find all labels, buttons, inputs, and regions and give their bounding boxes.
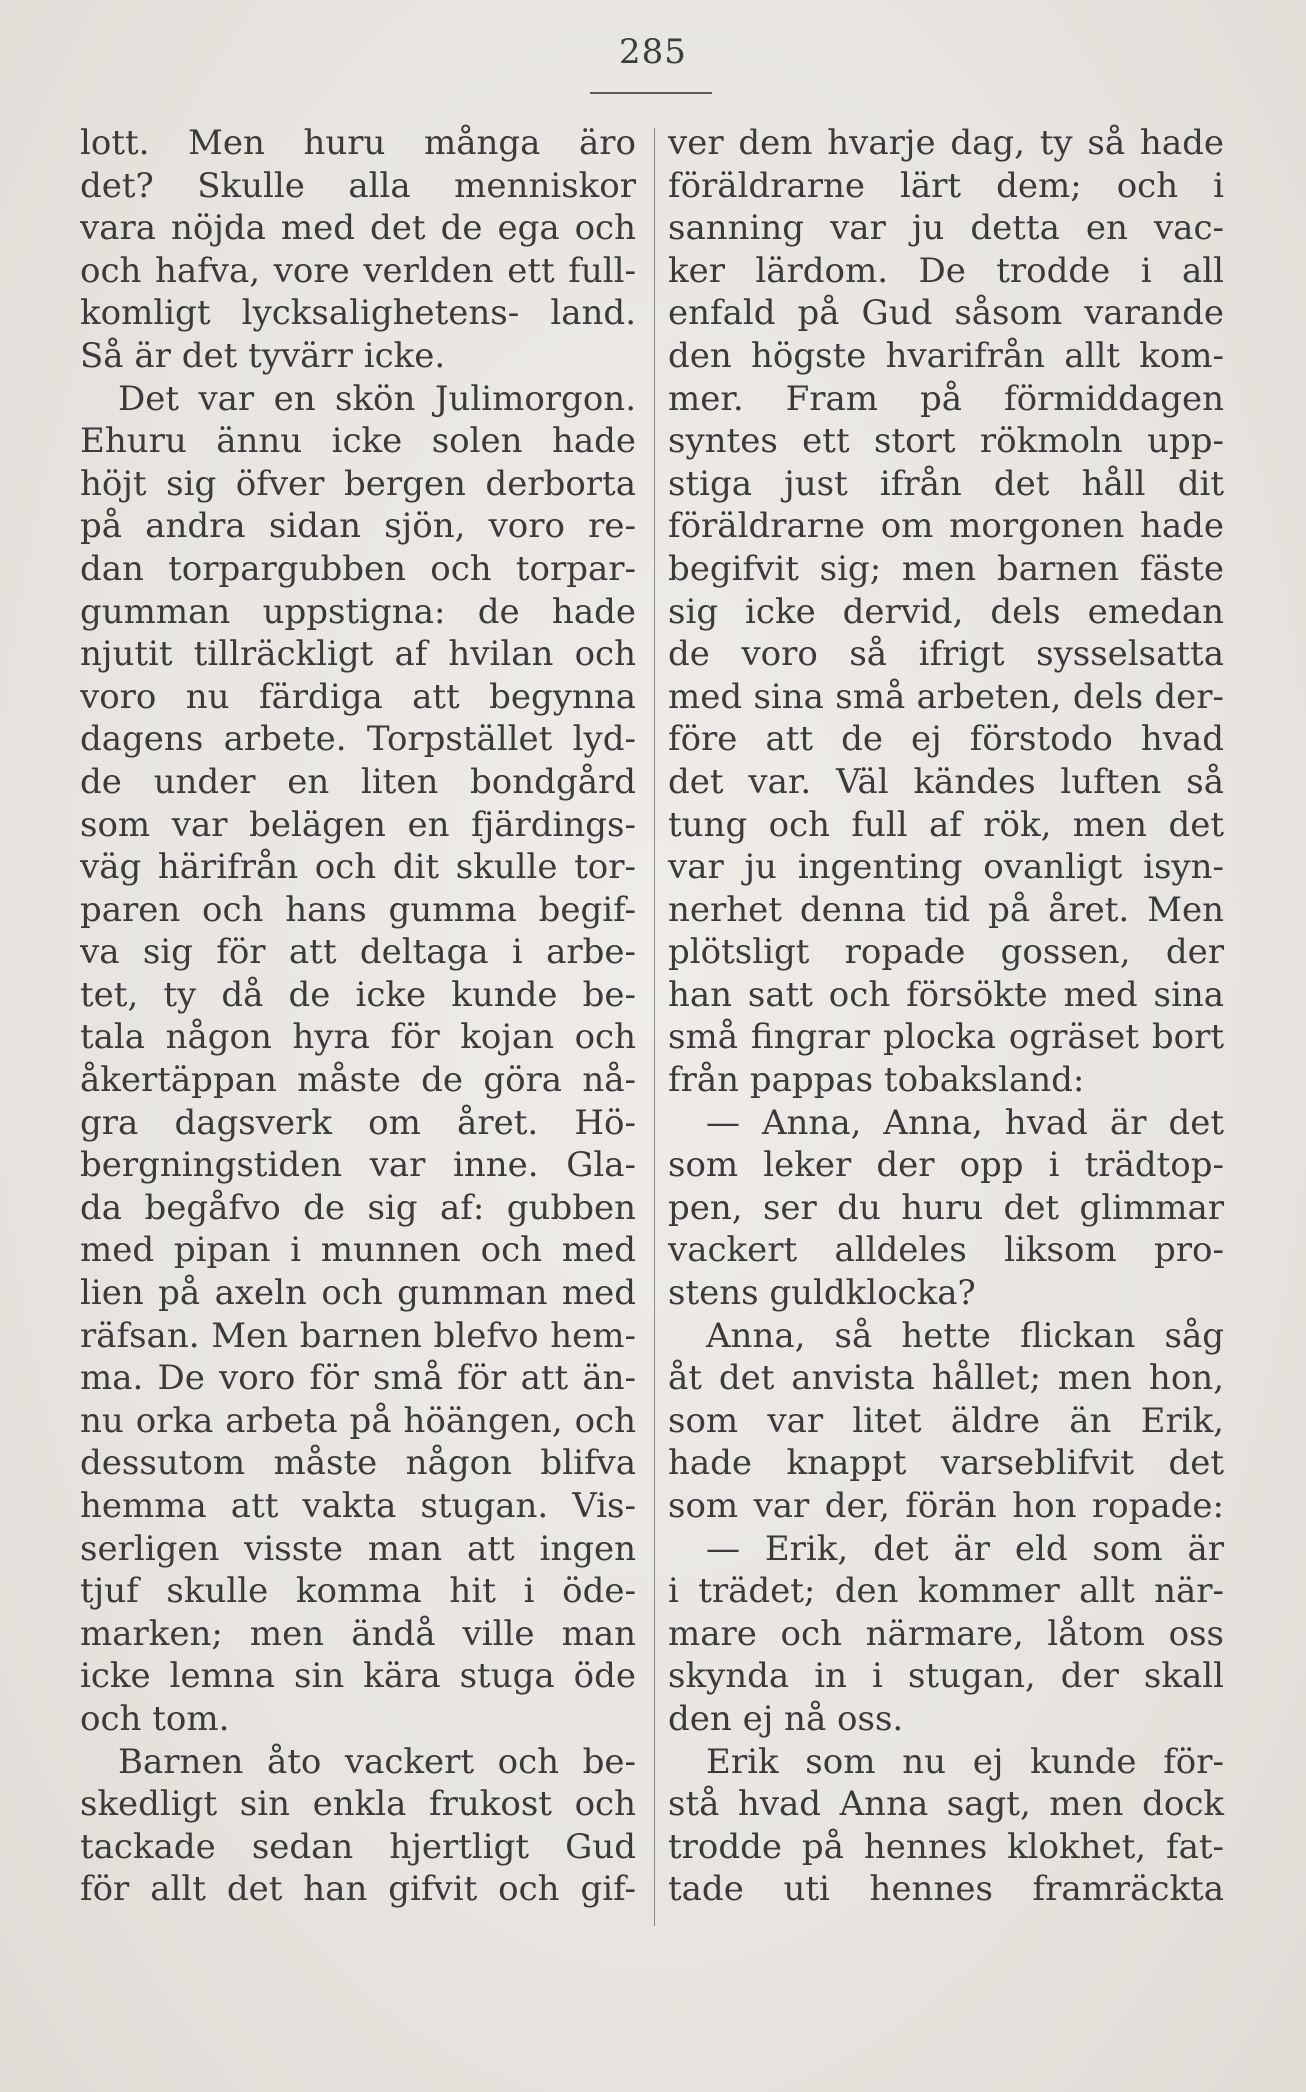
text-line: före att de ej förstodo hvad bbox=[668, 719, 1224, 760]
text-line: stå hvad Anna sagt, men dock bbox=[668, 1784, 1224, 1825]
text-line: ver dem hvarje dag, ty så hade bbox=[668, 123, 1224, 163]
text-line: i trädet; den kommer allt när- bbox=[668, 1571, 1224, 1612]
text-line: Erik som nu ej kunde för- bbox=[706, 1741, 1224, 1782]
text-line: de under en liten bondgård bbox=[80, 761, 636, 802]
header-rule bbox=[590, 92, 712, 94]
text-line: väg härifrån och dit skulle tor- bbox=[80, 847, 636, 888]
text-line: mer. Fram på förmiddagen bbox=[668, 378, 1224, 419]
text-line: tjuf skulle komma hit i öde- bbox=[80, 1571, 636, 1612]
text-line: Ehuru ännu icke solen hade bbox=[80, 421, 636, 462]
text-line: hemma att vakta stugan. Vis- bbox=[80, 1486, 636, 1526]
text-line: gra dagsverk om året. Hö- bbox=[80, 1102, 636, 1143]
text-line: lien på axeln och gumman med bbox=[80, 1273, 636, 1314]
text-line: serligen visste man att ingen bbox=[80, 1528, 636, 1569]
text-line: Så är det tyvärr icke. bbox=[80, 335, 446, 376]
text-line: föräldrarne om morgonen hade bbox=[668, 506, 1224, 547]
text-line: den högste hvarifrån allt kom- bbox=[668, 335, 1224, 376]
text-line: ker lärdom. De trodde i all bbox=[668, 250, 1224, 291]
text-line: komligt lycksalighetens- land. bbox=[80, 293, 636, 334]
text-line: mare och närmare, låtom oss bbox=[668, 1613, 1224, 1654]
text-line: stiga just ifrån det håll dit bbox=[668, 463, 1224, 504]
page-number: 285 bbox=[619, 32, 687, 72]
text-line: nerhet denna tid på året. Men bbox=[668, 889, 1224, 930]
column-divider bbox=[654, 128, 655, 1926]
text-line: det var. Väl kändes luften så bbox=[668, 761, 1224, 802]
text-line: marken; men ändå ville man bbox=[80, 1613, 636, 1654]
text-line: da begåfvo de sig af: gubben bbox=[80, 1187, 636, 1228]
text-line: sig icke dervid, dels emedan bbox=[668, 591, 1224, 632]
text-line: vara nöjda med det de ega och bbox=[80, 208, 636, 249]
text-line: skynda in i stugan, der skall bbox=[668, 1656, 1224, 1697]
text-line: enfald på Gud såsom varande bbox=[668, 293, 1224, 334]
text-line: som leker der opp i trädtop- bbox=[668, 1145, 1224, 1186]
text-line: han satt och försökte med sina bbox=[668, 974, 1224, 1015]
text-line: små fingrar plocka ogräset bort bbox=[668, 1017, 1224, 1058]
text-line: och tom. bbox=[80, 1698, 230, 1739]
text-line: vackert alldeles liksom pro- bbox=[668, 1230, 1224, 1271]
text-line: och hafva, vore verlden ett full- bbox=[80, 250, 636, 291]
text-line: räfsan. Men barnen blefvo hem- bbox=[80, 1315, 636, 1356]
text-line: trodde på hennes klokhet, fat- bbox=[668, 1826, 1224, 1867]
text-line: det? Skulle alla menniskor bbox=[80, 165, 636, 206]
text-line: — Erik, det är eld som är bbox=[706, 1528, 1224, 1569]
text-line: den ej nå oss. bbox=[668, 1698, 904, 1739]
text-line: Barnen åto vackert och be- bbox=[118, 1741, 636, 1782]
text-line: sanning var ju detta en vac- bbox=[668, 208, 1224, 249]
text-line: va sig för att deltaga i arbe- bbox=[80, 932, 636, 973]
text-line: skedligt sin enkla frukost och bbox=[80, 1784, 636, 1825]
text-line: njutit tillräckligt af hvilan och bbox=[80, 634, 636, 675]
text-line: tackade sedan hjertligt Gud bbox=[80, 1826, 636, 1867]
text-line: höjt sig öfver bergen derborta bbox=[80, 463, 636, 504]
left-text-column bbox=[80, 122, 636, 1911]
text-line: med sina små arbeten, dels der- bbox=[668, 676, 1224, 717]
text-line: stens guldklocka? bbox=[668, 1273, 976, 1314]
text-line: bergningstiden var inne. Gla- bbox=[80, 1145, 636, 1186]
text-line: tet, ty då de icke kunde be- bbox=[80, 974, 636, 1015]
text-line: icke lemna sin kära stuga öde bbox=[80, 1656, 636, 1697]
text-line: som var der, förän hon ropade: bbox=[668, 1486, 1224, 1526]
text-line: pen, ser du huru det glimmar bbox=[668, 1187, 1224, 1228]
text-line: — Anna, Anna, hvad är det bbox=[706, 1102, 1224, 1143]
text-line: Det var en skön Julimorgon. bbox=[118, 378, 636, 419]
text-line: ma. De voro för små för att än- bbox=[80, 1358, 636, 1399]
text-line: dessutom måste någon blifva bbox=[80, 1443, 636, 1484]
text-line: nu orka arbeta på höängen, och bbox=[80, 1400, 636, 1441]
text-line: tade uti hennes framräckta bbox=[668, 1869, 1224, 1910]
text-line: tala någon hyra för kojan och bbox=[80, 1017, 636, 1058]
text-line: föräldrarne lärt dem; och i bbox=[668, 165, 1224, 206]
text-line: var ju ingenting ovanligt isyn- bbox=[668, 847, 1224, 888]
text-line: åt det anvista hållet; men hon, bbox=[668, 1358, 1224, 1399]
text-line: åkertäppan måste de göra nå- bbox=[80, 1060, 636, 1101]
text-line: voro nu färdiga att begynna bbox=[80, 676, 636, 717]
text-line: begifvit sig; men barnen fäste bbox=[668, 548, 1224, 589]
text-line: hade knappt varseblifvit det bbox=[668, 1443, 1224, 1484]
text-line: paren och hans gumma begif- bbox=[80, 889, 636, 930]
text-line: gumman uppstigna: de hade bbox=[80, 591, 636, 632]
text-line: de voro så ifrigt sysselsatta bbox=[668, 634, 1224, 675]
text-line: som var litet äldre än Erik, bbox=[668, 1400, 1224, 1441]
text-line: som var belägen en fjärdings- bbox=[80, 804, 636, 845]
text-line: plötsligt ropade gossen, der bbox=[668, 932, 1224, 973]
right-text-column bbox=[668, 122, 1224, 1911]
text-line: lott. Men huru många äro bbox=[80, 123, 636, 163]
text-line: dagens arbete. Torpstället lyd- bbox=[80, 719, 636, 760]
text-line: för allt det han gifvit och gif- bbox=[80, 1869, 636, 1910]
text-line: tung och full af rök, men det bbox=[668, 804, 1224, 845]
text-line: med pipan i munnen och med bbox=[80, 1230, 636, 1271]
text-line: Anna, så hette flickan såg bbox=[706, 1315, 1224, 1356]
text-line: dan torpargubben och torpar- bbox=[80, 548, 636, 589]
text-line: på andra sidan sjön, voro re- bbox=[80, 506, 636, 547]
text-line: syntes ett stort rökmoln upp- bbox=[668, 421, 1224, 462]
text-line: från pappas tobaksland: bbox=[668, 1060, 1085, 1101]
